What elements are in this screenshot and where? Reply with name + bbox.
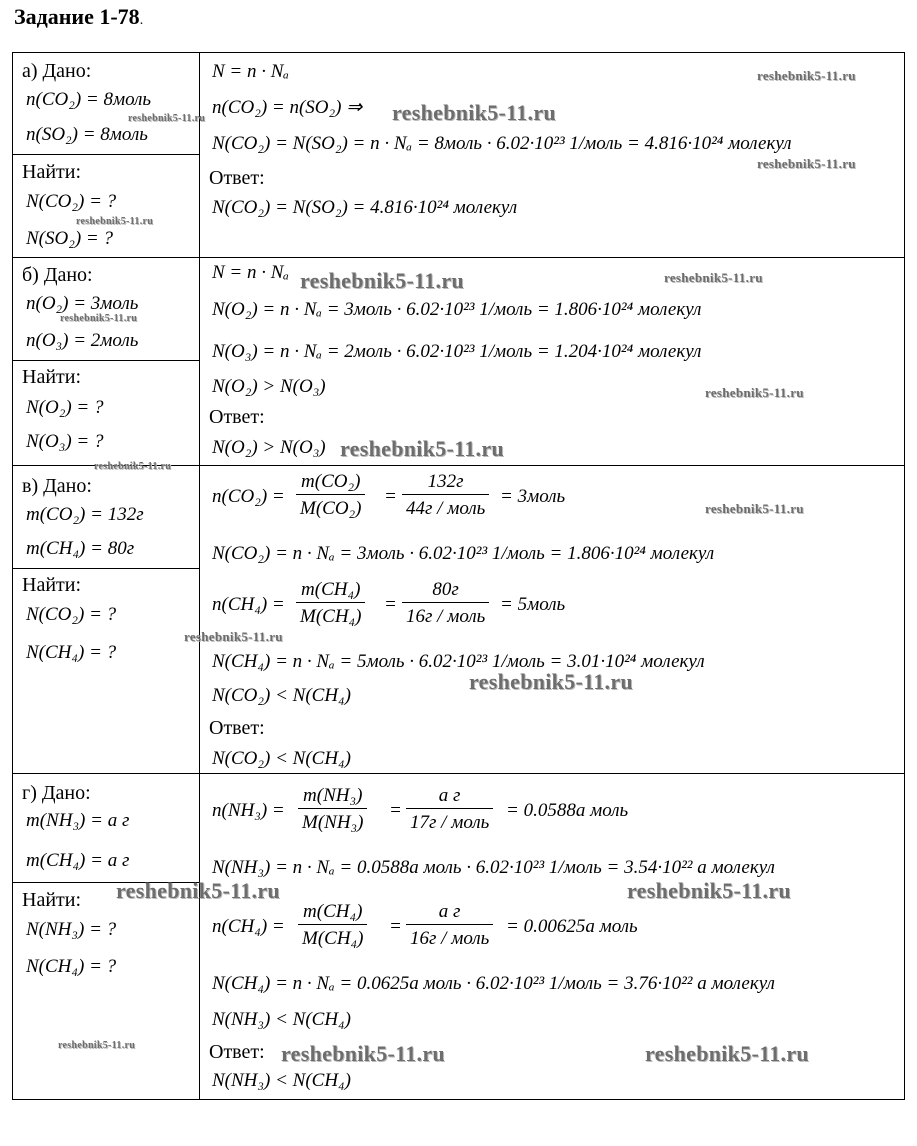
solution-b-4: N(O₂) > N(O₃) [212, 376, 326, 397]
solution-d-1-rhs: = 0.0588a моль [506, 800, 629, 821]
fraction-c-3a-den: M(CH₄) [300, 606, 362, 627]
solution-c-3-rhs: = 5моль [500, 594, 566, 615]
solution-a-2: n(CO₂) = n(SO₂) ⇒ [212, 97, 363, 118]
fraction-c-1b-den: 44г / моль [406, 498, 486, 519]
fraction-c-1a [296, 472, 365, 518]
answer-b: N(O₂) > N(O₃) [212, 437, 326, 458]
watermark: reshebnik5-11.ru [340, 436, 504, 461]
solution-c-1-lhs: n(CO₂) = [212, 486, 285, 507]
row-divider-a-b [13, 257, 904, 258]
given-label-a: а) Дано: [22, 60, 92, 82]
answer-label-b: Ответ: [209, 406, 265, 428]
find-a-1: N(CO₂) = ? [26, 191, 117, 212]
solution-c-3-lhs: n(CH₄) = [212, 594, 285, 615]
find-b-2: N(O₃) = ? [26, 431, 104, 452]
given-label-b: б) Дано: [22, 264, 93, 286]
solution-c-1-eq: = [384, 486, 397, 507]
solution-c-3-eq: = [384, 594, 397, 615]
fraction-d-3b-den: 16г / моль [410, 928, 490, 949]
watermark: reshebnik5-11.ru [627, 878, 791, 903]
fraction-d-3b [406, 902, 493, 948]
solution-d-3-lhs: n(CH₄) = [212, 916, 285, 937]
watermark: reshebnik5-11.ru [705, 385, 804, 400]
given-b-1: n(O₂) = 3моль [26, 293, 139, 314]
watermark: reshebnik5-11.ru [116, 878, 280, 903]
find-a-2: N(SO₂) = ? [26, 228, 113, 249]
solution-d-3-rhs: = 0.00625a моль [506, 916, 638, 937]
fraction-c-1a-num: m(CO₂) [296, 472, 365, 495]
solution-b-3: N(O₃) = n · Nₐ = 2моль · 6.02·10²³ 1/моль = 1.204·10²⁴ молекул [212, 341, 702, 362]
watermark: reshebnik5-11.ru [664, 270, 763, 285]
find-label-a: Найти: [22, 161, 82, 183]
given-a-2: n(SO₂) = 8моль [26, 124, 148, 145]
solution-a-1: N = n · Nₐ [212, 61, 289, 82]
solution-d-5: N(NH₃) < N(CH₄) [212, 1009, 351, 1030]
solution-b-1: N = n · Nₐ [212, 262, 289, 283]
answer-label-a: Ответ: [209, 167, 265, 189]
find-label-b: Найти: [22, 366, 82, 388]
fraction-c-1a-den: M(CO₂) [300, 498, 362, 519]
watermark: reshebnik5-11.ru [58, 1040, 136, 1051]
fraction-d-3a-num: m(CH₄) [298, 902, 367, 925]
find-c-2: N(CH₄) = ? [26, 642, 117, 663]
watermark: reshebnik5-11.ru [281, 1041, 445, 1066]
column-divider [199, 53, 200, 1099]
answer-d: N(NH₃) < N(CH₄) [212, 1070, 351, 1091]
fraction-c-3b-num: 80г [402, 580, 489, 603]
fraction-d-1a-num: m(NH₃) [298, 786, 367, 809]
given-a-1: n(CO₂) = 8моль [26, 89, 152, 110]
find-label-d: Найти: [22, 889, 82, 911]
given-label-d: г) Дано: [22, 782, 91, 804]
watermark: reshebnik5-11.ru [392, 100, 556, 125]
fraction-c-3b [402, 580, 489, 626]
find-c-1: N(CO₂) = ? [26, 604, 117, 625]
task-title [14, 4, 143, 30]
watermark: reshebnik5-11.ru [76, 216, 154, 227]
find-d-2: N(CH₄) = ? [26, 956, 117, 977]
fraction-c-1b-num: 132г [402, 472, 489, 495]
row-divider-c-d [13, 773, 904, 774]
fraction-d-3a [298, 902, 367, 948]
fraction-d-1b [406, 786, 493, 832]
watermark: reshebnik5-11.ru [94, 461, 172, 472]
fraction-c-3a-num: m(CH₄) [296, 580, 365, 603]
given-d-1: m(NH₃) = a г [26, 810, 130, 831]
fraction-c-1b [402, 472, 489, 518]
watermark: reshebnik5-11.ru [705, 501, 804, 516]
watermark: reshebnik5-11.ru [60, 313, 138, 324]
solution-c-4: N(CH₄) = n · Nₐ = 5моль · 6.02·10²³ 1/моль = 3.01·10²⁴ молекул [212, 651, 705, 672]
solution-c-1-rhs: = 3моль [500, 486, 566, 507]
given-c-2: m(CH₄) = 80г [26, 538, 135, 559]
answer-c: N(CO₂) < N(CH₄) [212, 748, 351, 769]
fraction-c-3b-den: 16г / моль [406, 606, 486, 627]
given-d-2: m(CH₄) = a г [26, 850, 130, 871]
watermark: reshebnik5-11.ru [300, 268, 464, 293]
solution-c-5: N(CO₂) < N(CH₄) [212, 685, 351, 706]
solution-d-3-eq: = [389, 916, 402, 937]
watermark: reshebnik5-11.ru [184, 629, 283, 644]
fraction-d-1a-den: M(NH₃) [302, 812, 364, 833]
fraction-d-3a-den: M(CH₄) [302, 928, 364, 949]
find-label-c: Найти: [22, 574, 82, 596]
given-c-1: m(CO₂) = 132г [26, 504, 144, 525]
task-title-dot: . [139, 13, 144, 28]
task-title-text: Задание 1-78 [14, 4, 140, 29]
answer-label-c: Ответ: [209, 717, 265, 739]
solution-d-1-eq: = [389, 800, 402, 821]
solution-c-2: N(CO₂) = n · Nₐ = 3моль · 6.02·10²³ 1/моль = 1.806·10²⁴ молекул [212, 543, 715, 564]
find-b-1: N(O₂) = ? [26, 397, 104, 418]
fraction-c-3a [296, 580, 365, 626]
solution-d-2: N(NH₃) = n · Nₐ = 0.0588a моль · 6.02·10²³ 1/моль = 3.54·10²² a молекул [212, 857, 775, 878]
watermark: reshebnik5-11.ru [645, 1041, 809, 1066]
given-find-divider-a [13, 154, 199, 155]
solution-a-3: N(CO₂) = N(SO₂) = n · Nₐ = 8моль · 6.02·10²³ 1/моль = 4.816·10²⁴ молекул [212, 133, 792, 154]
find-d-1: N(NH₃) = ? [26, 919, 117, 940]
fraction-d-1b-den: 17г / моль [410, 812, 490, 833]
solution-d-1-lhs: n(NH₃) = [212, 800, 285, 821]
fraction-d-1a [298, 786, 367, 832]
given-find-divider-c [13, 568, 199, 569]
watermark: reshebnik5-11.ru [128, 113, 206, 124]
answer-label-d: Ответ: [209, 1041, 265, 1063]
solution-d-4: N(CH₄) = n · Nₐ = 0.0625a моль · 6.02·10²³ 1/моль = 3.76·10²² a молекул [212, 973, 775, 994]
fraction-d-3b-num: a г [406, 902, 493, 925]
solution-b-2: N(O₂) = n · Nₐ = 3моль · 6.02·10²³ 1/моль = 1.806·10²⁴ молекул [212, 299, 702, 320]
given-b-2: n(O₃) = 2моль [26, 330, 139, 351]
watermark: reshebnik5-11.ru [757, 68, 856, 83]
fraction-d-1b-num: a г [406, 786, 493, 809]
watermark: reshebnik5-11.ru [757, 156, 856, 171]
given-find-divider-b [13, 360, 199, 361]
answer-a: N(CO₂) = N(SO₂) = 4.816·10²⁴ молекул [212, 197, 518, 218]
watermark: reshebnik5-11.ru [469, 669, 633, 694]
given-label-c: в) Дано: [22, 475, 92, 497]
